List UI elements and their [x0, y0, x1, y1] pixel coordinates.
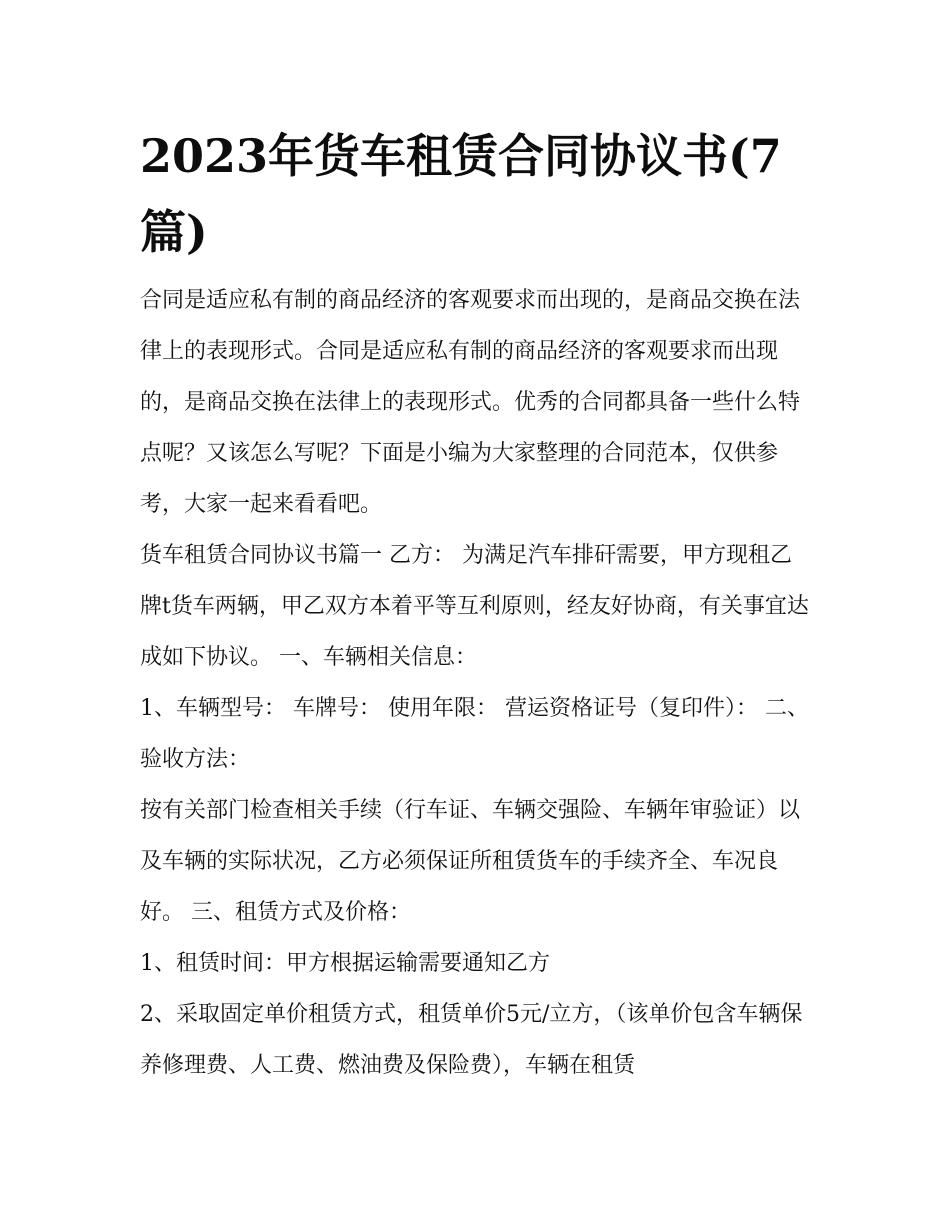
paragraph-contract-opening: 货车租赁合同协议书篇一 乙方： 为满足汽车排矸需要，甲方现租乙牌t货车两辆，甲乙双方本着平等互利原则，经友好协商，有关事宜达成如下协议。 一、车辆相关信息：	[140, 543, 809, 670]
paragraph-intro: 合同是适应私有制的商品经济的客观要求而出现的，是商品交换在法律上的表现形式。合同是适应私有制的商品经济的客观要求而出现的，是商品交换在法律上的表现形式。优秀的合同都具备一些什么特点呢？又该怎么写呢？下面是小编为大家整理的合同范本，仅供参考，大家一起来看看吧。	[140, 288, 801, 517]
paragraph-lease-price: 2、采取固定单价租赁方式，租赁单价5元/立方，（该单价包含车辆保养修理费、人工费、燃油费及保险费），车辆在租赁	[140, 1002, 803, 1078]
document-body	[140, 275, 812, 1091]
paragraph-vehicle-info: 1、车辆型号： 车牌号： 使用年限： 营运资格证号（复印件）： 二、验收方法：	[140, 696, 809, 772]
paragraph-lease-time: 1、租赁时间：甲方根据运输需要通知乙方	[140, 951, 550, 976]
paragraph-inspection: 按有关部门检查相关手续（行车证、车辆交强险、车辆年审验证）以及车辆的实际状况，乙方必须保证所租赁货车的手续齐全、车况良好。 三、租赁方式及价格：	[140, 798, 801, 925]
document-title: 2023年货车租赁合同协议书(7篇)	[140, 129, 782, 259]
